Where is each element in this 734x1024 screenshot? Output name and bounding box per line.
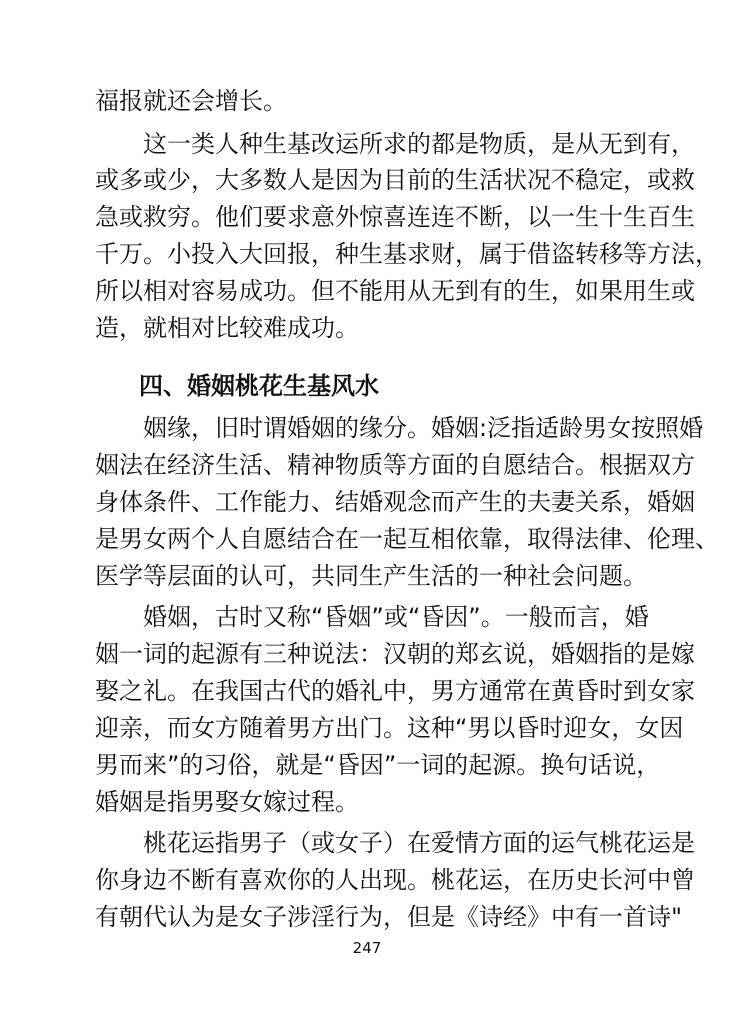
text-line: 福报就还会增长。 (95, 87, 287, 115)
text-line: 姻缘，旧时谓婚姻的缘分。婚姻:泛指适龄男女按照婚 (143, 413, 704, 442)
text-line: 造，就相对比较难成功。 (95, 313, 359, 342)
page-number: 247 (352, 939, 382, 957)
text-line: 有朝代认为是女子涉淫行为，但是《诗经》中有一首诗" (95, 903, 683, 931)
text-line: 你身边不断有喜欢你的人出现。桃花运，在历史长河中曾 (95, 866, 695, 895)
text-line: 娶之礼。在我国古代的婚礼中，男方通常在黄昏时到女家 (95, 676, 695, 705)
text-line: 婚姻，古时又称“昏姻”或“昏因”。一般而言，婚 (143, 602, 649, 631)
text-line: 所以相对容易成功。但不能用从无到有的生，如果用生或 (95, 276, 695, 305)
text-line: 男而来”的习俗，就是“昏因”一词的起源。换句话说， (95, 750, 661, 779)
text-line: 是男女两个人自愿结合在一起互相依靠，取得法律、伦理、 (95, 524, 719, 553)
section-heading: 四、婚姻桃花生基风水 (139, 371, 379, 400)
text-line: 姻一词的起源有三种说法：汉朝的郑玄说，婚姻指的是嫁 (95, 639, 695, 668)
text-line: 身体条件、工作能力、结婚观念而产生的夫妻关系，婚姻 (95, 487, 695, 516)
text-line: 这一类人种生基改运所求的都是物质，是从无到有， (143, 129, 695, 158)
text-line: 迎亲，而女方随着男方出门。这种“男以昏时迎女，女因 (95, 713, 684, 742)
text-line: 婚姻是指男娶女嫁过程。 (95, 787, 359, 816)
text-line: 医学等层面的认可，共同生产生活的一种社会问题。 (95, 561, 647, 590)
text-line: 桃花运指男子（或女子）在爱情方面的运气桃花运是 (143, 829, 695, 858)
text-line: 急或救穷。他们要求意外惊喜连连不断，以一生十生百生 (95, 202, 695, 231)
text-line: 姻法在经济生活、精神物质等方面的自愿结合。根据双方 (95, 450, 695, 479)
text-line: 千万。小投入大回报，种生基求财，属于借盗转移等方法， (95, 239, 719, 268)
text-line: 或多或少，大多数人是因为目前的生活状况不稳定，或救 (95, 165, 695, 194)
